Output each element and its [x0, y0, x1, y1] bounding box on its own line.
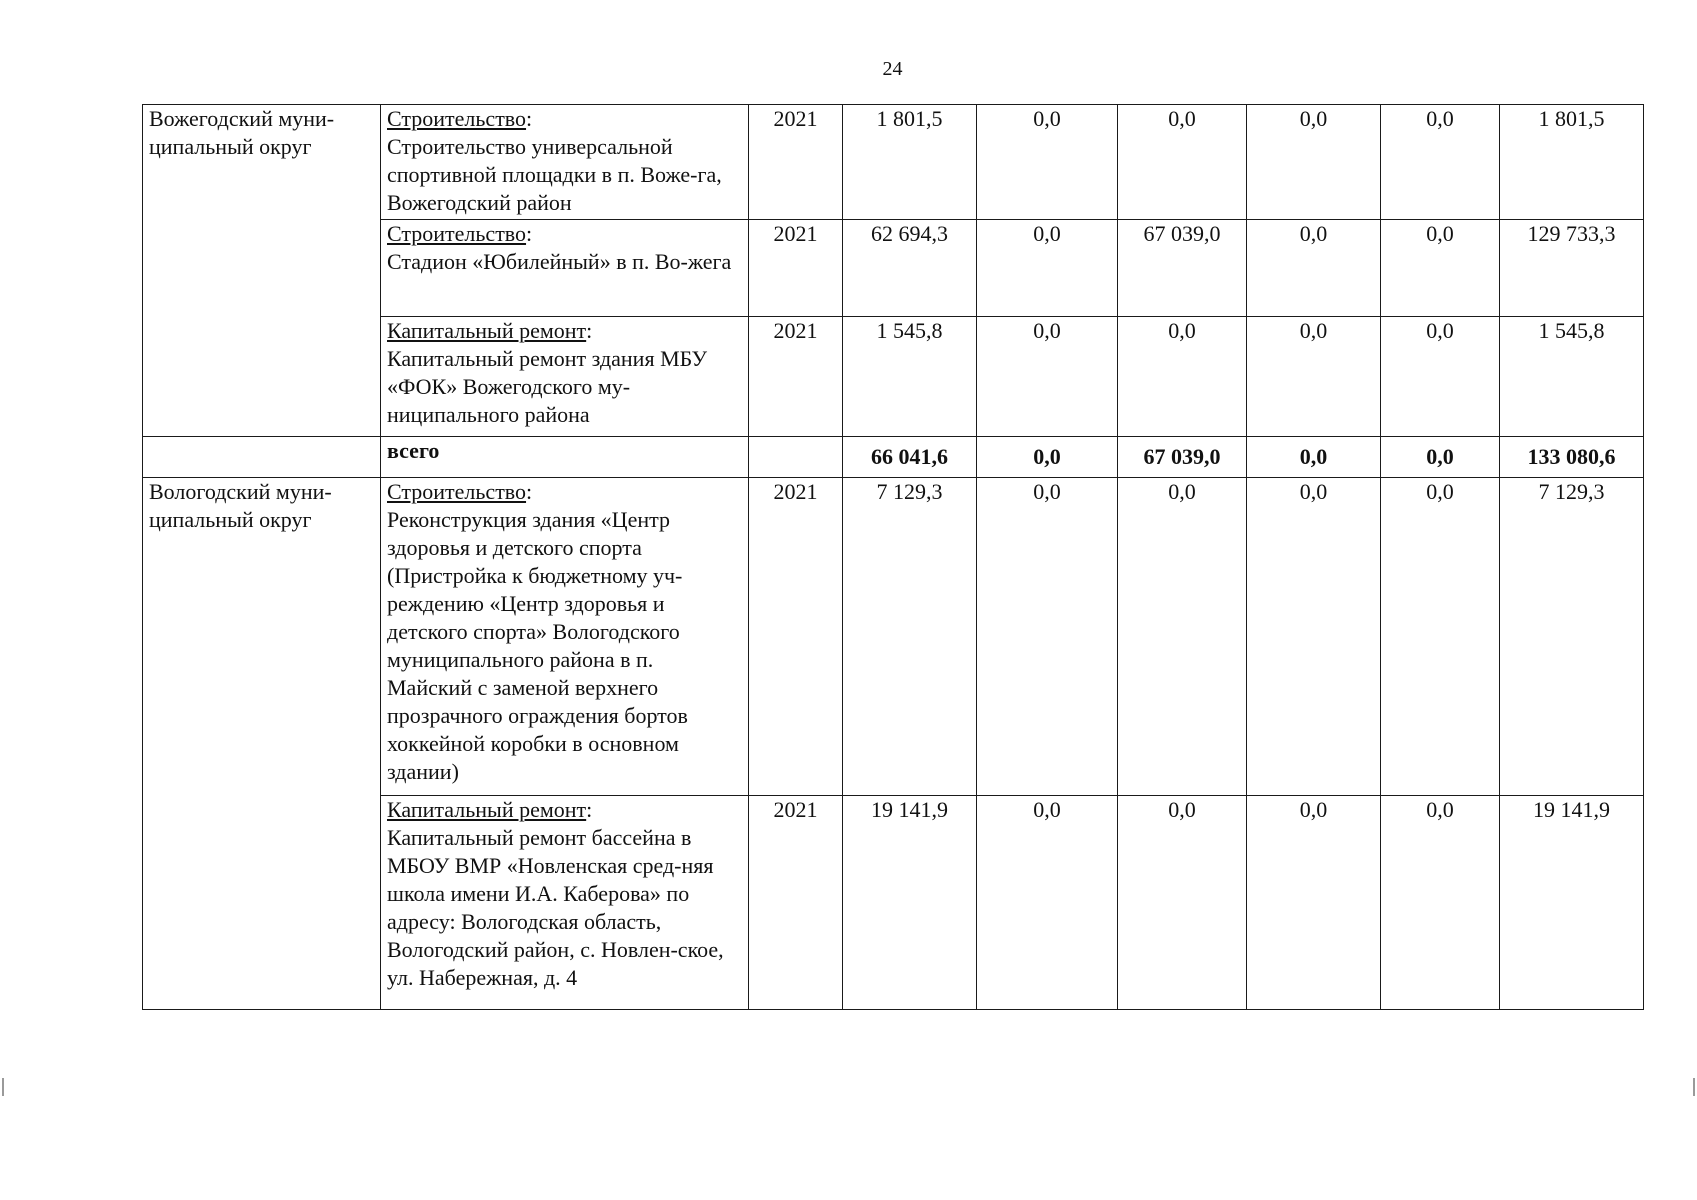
value-cell: 0,0	[1118, 317, 1247, 437]
total-value-cell: 0,0	[1381, 437, 1500, 478]
region-cell	[143, 105, 381, 437]
total-value-cell: 133 080,6	[1500, 437, 1644, 478]
total-value-cell: 66 041,6	[843, 437, 977, 478]
year-cell: 2021	[749, 317, 843, 437]
year-cell: 2021	[749, 478, 843, 796]
work-type-label: Капитальный ремонт	[387, 318, 587, 343]
value-cell: 0,0	[977, 220, 1118, 317]
work-type-suffix: :	[526, 221, 533, 246]
value-cell: 7 129,3	[1500, 478, 1644, 796]
project-description: Капитальный ремонт бассейна в МБОУ ВМР «Новленская сред-няя школа имени И.А. Каберова» по адресу: Вологодская область, Вологодский район, с. Новлен-ское, ул. Набережная, д. 4	[387, 825, 724, 990]
value-cell: 0,0	[1381, 478, 1500, 796]
description-cell	[381, 796, 749, 1010]
value-cell: 129 733,3	[1500, 220, 1644, 317]
work-type-suffix: :	[586, 797, 593, 822]
value-cell: 0,0	[1381, 220, 1500, 317]
value-cell: 0,0	[1118, 478, 1247, 796]
value-cell: 0,0	[977, 478, 1118, 796]
budget-table	[142, 104, 1644, 1010]
page-number: 24	[882, 58, 903, 80]
description-cell	[381, 317, 749, 437]
region-cell	[143, 478, 381, 1010]
work-type-label: Строительство	[387, 106, 527, 131]
year-cell: 2021	[749, 796, 843, 1010]
description-cell	[381, 478, 749, 796]
empty-region-cell	[143, 437, 381, 478]
empty-year-cell	[749, 437, 843, 478]
value-cell: 7 129,3	[843, 478, 977, 796]
table-row	[143, 105, 1644, 220]
project-description: Строительство универсальной спортивной площадки в п. Воже-га, Вожегодский район	[387, 134, 722, 215]
work-type-label: Строительство	[387, 221, 527, 246]
scan-mark-right	[1693, 1078, 1695, 1096]
year-cell: 2021	[749, 105, 843, 220]
project-description: Реконструкция здания «Центр здоровья и детского спорта (Пристройка к бюджетному уч-реждению «Центр здоровья и детского спорта» Вологодского муниципального района в п. Майский с заменой верхнего прозрачного ограждения бортов хоккейной коробки в основном здании)	[387, 507, 688, 784]
region-name: Вожегодский муни-ципальный округ	[149, 106, 335, 159]
value-cell: 67 039,0	[1118, 220, 1247, 317]
value-cell: 0,0	[1381, 796, 1500, 1010]
work-type-suffix: :	[526, 479, 533, 504]
total-label: всего	[381, 437, 749, 478]
value-cell: 19 141,9	[1500, 796, 1644, 1010]
value-cell: 0,0	[1118, 105, 1247, 220]
work-type-label: Капитальный ремонт	[387, 797, 587, 822]
value-cell: 0,0	[977, 105, 1118, 220]
value-cell: 1 545,8	[843, 317, 977, 437]
value-cell: 0,0	[977, 796, 1118, 1010]
value-cell: 0,0	[1118, 796, 1247, 1010]
value-cell: 0,0	[1381, 105, 1500, 220]
total-row	[143, 437, 1644, 478]
project-description: Капитальный ремонт здания МБУ «ФОК» Вожегодского му-ниципального района	[387, 346, 708, 427]
work-type-suffix: :	[526, 106, 533, 131]
value-cell: 0,0	[1247, 478, 1381, 796]
value-cell: 0,0	[1381, 317, 1500, 437]
value-cell: 0,0	[1247, 317, 1381, 437]
value-cell: 62 694,3	[843, 220, 977, 317]
work-type-label: Строительство	[387, 479, 527, 504]
value-cell: 0,0	[1247, 796, 1381, 1010]
region-name: Вологодский муни-ципальный округ	[149, 479, 332, 532]
value-cell: 1 545,8	[1500, 317, 1644, 437]
total-value-cell: 0,0	[1247, 437, 1381, 478]
value-cell: 1 801,5	[843, 105, 977, 220]
value-cell: 19 141,9	[843, 796, 977, 1010]
value-cell: 0,0	[1247, 220, 1381, 317]
year-cell: 2021	[749, 220, 843, 317]
description-cell	[381, 105, 749, 220]
work-type-suffix: :	[586, 318, 593, 343]
value-cell: 1 801,5	[1500, 105, 1644, 220]
total-value-cell: 0,0	[977, 437, 1118, 478]
total-value-cell: 67 039,0	[1118, 437, 1247, 478]
scan-mark-left	[2, 1078, 4, 1096]
project-description: Стадион «Юбилейный» в п. Во-жега	[387, 249, 732, 274]
value-cell: 0,0	[1247, 105, 1381, 220]
description-cell	[381, 220, 749, 317]
table-row	[143, 478, 1644, 796]
value-cell: 0,0	[977, 317, 1118, 437]
